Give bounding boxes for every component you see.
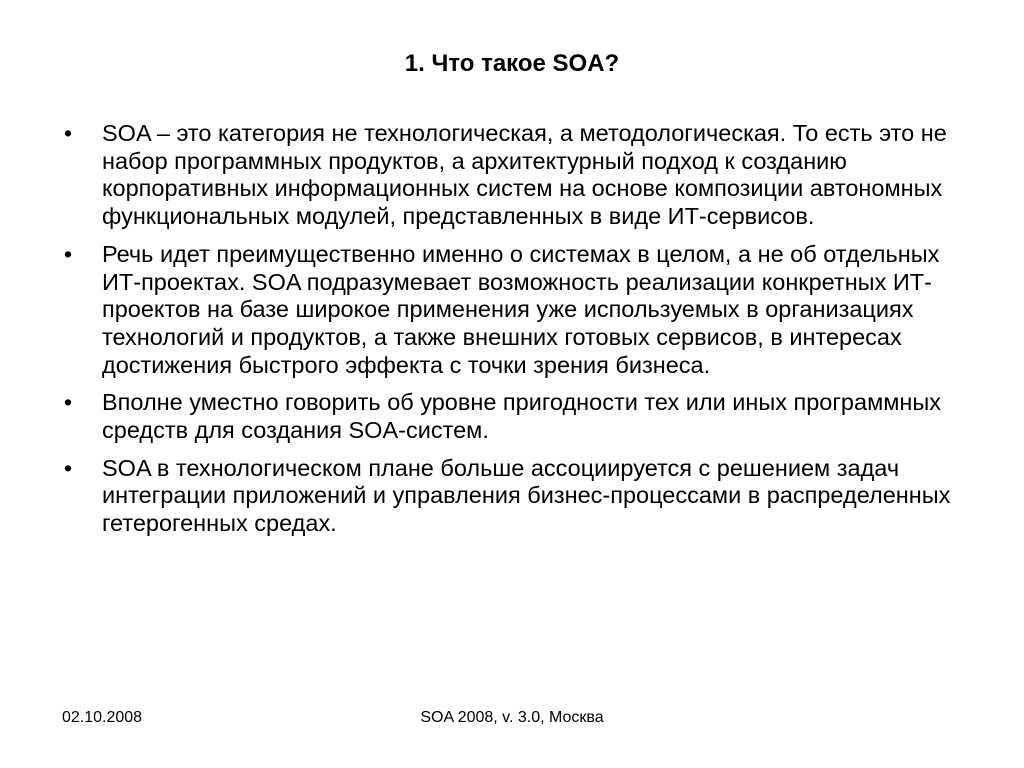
bullet-item xyxy=(58,455,958,538)
footer-center-text: SOA 2008, v. 3.0, Москва xyxy=(420,709,604,726)
slide-title: 1. Что такое SOA? xyxy=(404,50,620,77)
bullet-icon: • xyxy=(63,240,73,267)
bullet-list xyxy=(58,120,958,548)
bullet-item xyxy=(58,241,958,380)
footer-date: 02.10.2008 xyxy=(62,709,143,726)
bullet-text: Речь идет преимущественно именно о системах в целом, а не об отдельных ИТ-проектах. SOA подразумевает возможность реализации конкретных ИТ-проектов на базе широкое применения уже используемых в организациях технологий и продуктов, а также внешних готовых сервисов, в интересах достижения быстрого эффекта с точки зрения бизнеса. xyxy=(102,240,940,378)
bullet-item xyxy=(58,389,958,444)
bullet-item xyxy=(58,120,958,231)
bullet-text: Вполне уместно говорить об уровне пригодности тех или иных программных средств для создания SOA-систем. xyxy=(102,389,942,444)
bullet-text: SOA – это категория не технологическая, а методологическая. То есть это не набор программных продуктов, а архитектурный подход к созданию корпоративных информационных систем на основе композиции автономных функциональных модулей, представленных в виде ИТ-сервисов. xyxy=(102,120,947,230)
bullet-icon: • xyxy=(63,120,73,146)
bullet-icon: • xyxy=(63,454,73,481)
bullet-icon: • xyxy=(63,389,73,416)
bullet-text: SOA в технологическом плане больше ассоциируется с решением задач интеграции приложений и управления бизнес-процессами в распределенных гетерогенных средах. xyxy=(102,454,951,537)
